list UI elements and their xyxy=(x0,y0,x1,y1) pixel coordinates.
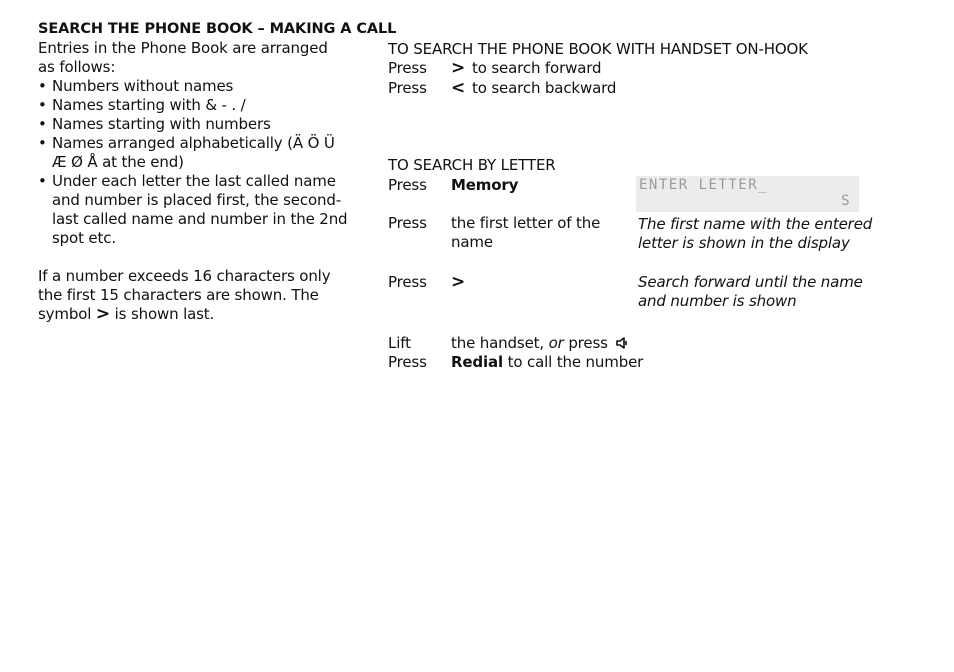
note-line-2: the first 15 characters are shown. The xyxy=(38,286,319,304)
step3-note: Search forward until the name and number is shown xyxy=(638,273,863,310)
bullet-item-1: • Numbers without names xyxy=(38,77,234,95)
bullet-item-4: • Names arranged alphabetically (Ä Ö Ü Æ Ø Å at the end) xyxy=(38,134,335,171)
step4-text: the handset, or press xyxy=(451,334,629,353)
bullet-item-2: • Names starting with & - . / xyxy=(38,96,246,114)
display-line-1: ENTER LETTER_ xyxy=(639,177,769,193)
step5-label: Press xyxy=(388,353,427,371)
lcd-display xyxy=(636,176,859,212)
byletter-heading: TO SEARCH BY LETTER xyxy=(388,156,556,174)
redial-key: Redial xyxy=(451,353,503,371)
bullet-item-3: • Names starting with numbers xyxy=(38,115,271,133)
speaker-icon xyxy=(615,336,629,350)
memory-key: Memory xyxy=(451,176,519,194)
note-line-3: symbol > is shown last. xyxy=(38,304,215,324)
onhook-heading: TO SEARCH THE PHONE BOOK WITH HANDSET ON-HOOK xyxy=(388,40,808,58)
step3-symbol xyxy=(451,273,472,292)
onhook-row1: > to search forward xyxy=(451,58,602,78)
greater-than-symbol: > xyxy=(95,304,111,324)
page-title: SEARCH THE PHONE BOOK – MAKING A CALL xyxy=(38,21,397,37)
note-line-1: If a number exceeds 16 characters only xyxy=(38,267,331,285)
onhook-row2: < to search backward xyxy=(451,78,617,98)
step5-text: Redial to call the number xyxy=(451,353,644,371)
step2-label: Press xyxy=(388,214,427,232)
bullet-item-5: • Under each letter the last called name and number is placed first, the second- last called name and number in the 2nd spot etc. xyxy=(38,172,348,247)
step4-label: Lift xyxy=(388,334,411,352)
step2-text: the first letter of the name xyxy=(451,214,601,251)
onhook-row2-label: Press xyxy=(388,79,427,97)
onhook-row1-label: Press xyxy=(388,59,427,77)
left-column xyxy=(38,20,397,324)
step3-label: Press xyxy=(388,273,427,291)
intro-line-1: Entries in the Phone Book are arranged xyxy=(38,39,328,57)
step2-note: The first name with the entered letter is shown in the display xyxy=(638,215,873,252)
forward-arrow-icon: > xyxy=(451,58,466,78)
step1-label: Press xyxy=(388,176,427,194)
forward-arrow-icon: > xyxy=(451,272,466,292)
intro-line-2: as follows: xyxy=(38,58,116,76)
display-line-2: S xyxy=(841,193,851,209)
backward-arrow-icon: < xyxy=(451,78,466,98)
